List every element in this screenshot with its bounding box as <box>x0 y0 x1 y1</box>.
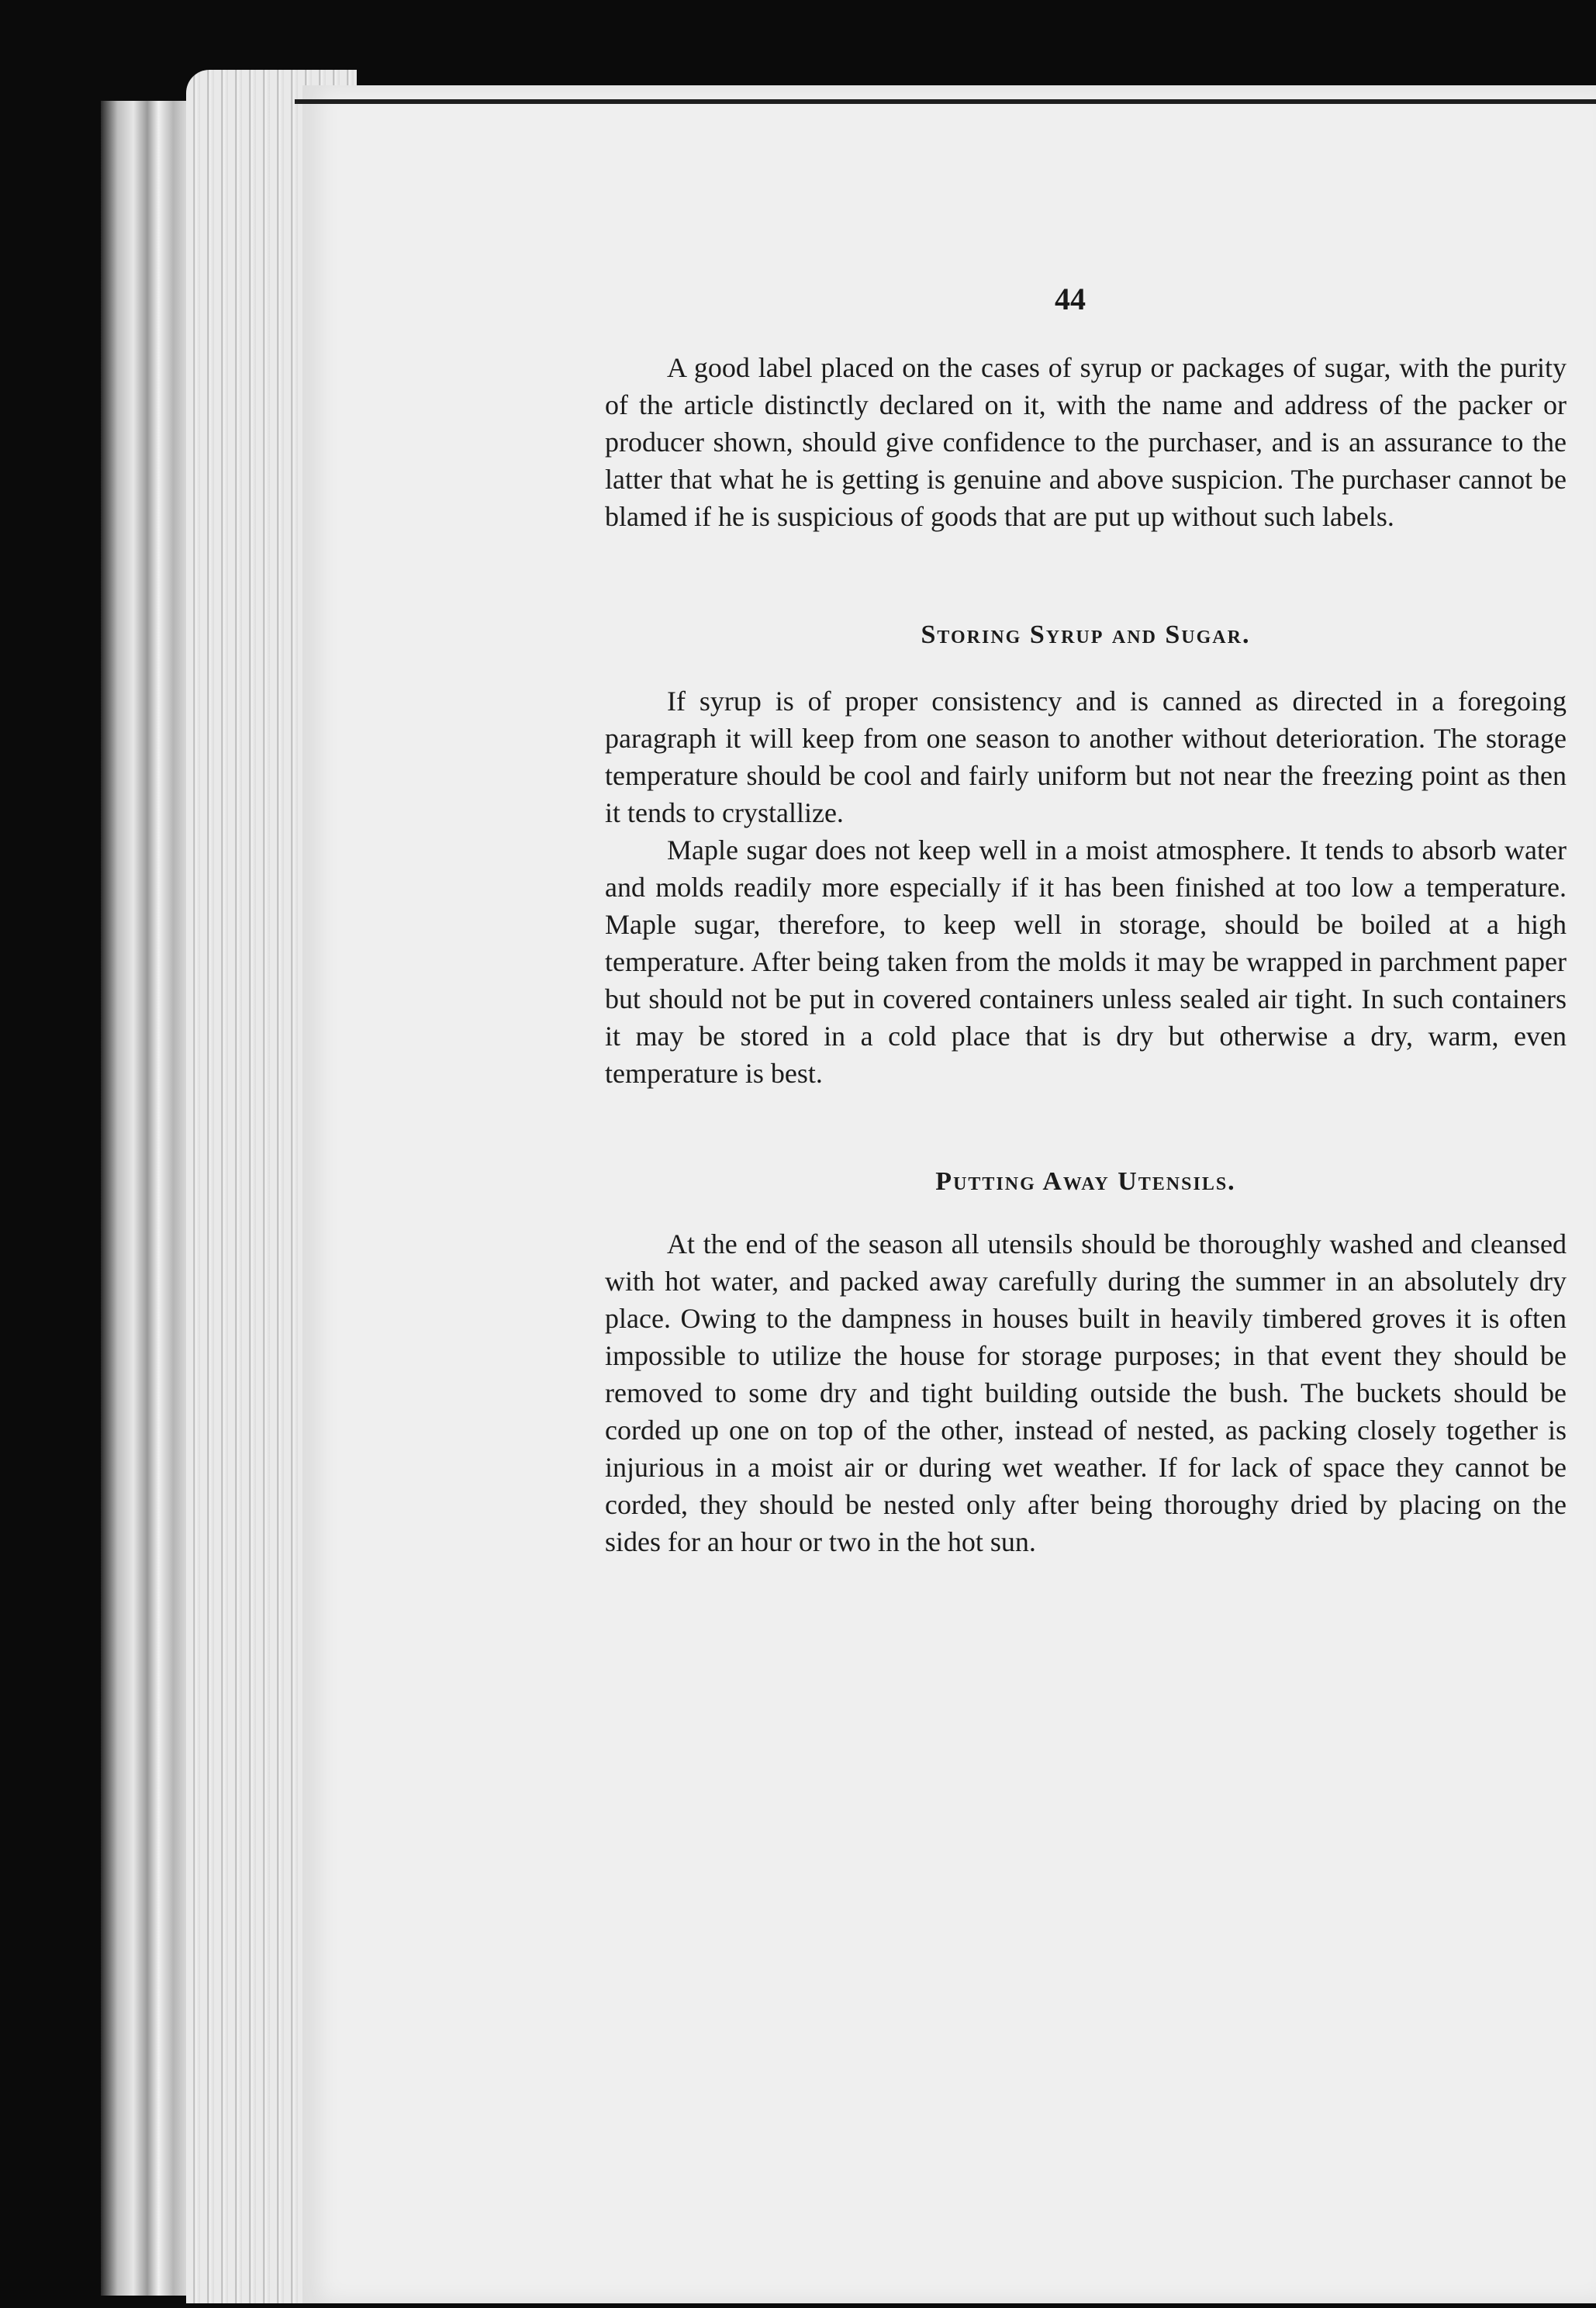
paragraph-text-utensils: At the end of the season all utensils should be thoroughly washed and cleansed with hot water, and packed away carefully during the summer in an absolutely dry place. Owing to the dampness in houses built in heavily timbered groves it is often impossible to utilize the house for storage purposes; in that event they should be removed to some dry and tight building outside the bush. The buckets should be corded up one on top of the other, instead of nested, as packing closely together is injurious in a moist air or during wet weather. If for lack of space they cannot be corded, they should be nested only after being thoroughy dried by placing on the sides for an hour or two in the hot sun. <box>605 1228 1567 1557</box>
page-top-shadow-line <box>295 99 1596 104</box>
section-heading-storing: Storing Syrup and Sugar. <box>921 620 1251 649</box>
paragraph-storing <box>605 682 1567 1092</box>
paragraph-text-syrup: If syrup is of proper consistency and is canned as directed in a foregoing paragraph it will keep from one season to another without deterioration. The storage temperature should be cool and fairly uniform but not near the freezing point as then it tends to crystallize. <box>605 686 1567 828</box>
paragraph-text-sugar: Maple sugar does not keep well in a moist atmosphere. It tends to absorb water and molds readily more especially if it has been finished at too low a temperature. Maple sugar, therefore, to keep well in storage, should be boiled at a high temperature. After being taken from the molds it may be wrapped in parchment paper but should not be put in covered containers unless sealed air tight. In such containers it may be stored in a cold place that is dry but otherwise a dry, warm, even temperature is best. <box>605 834 1567 1089</box>
section-heading-utensils: Putting Away Utensils. <box>935 1167 1236 1196</box>
page-number: 44 <box>1055 282 1086 316</box>
paragraph-utensils <box>605 1225 1567 1560</box>
paragraph-label-advice <box>605 349 1567 535</box>
paragraph-text: A good label placed on the cases of syrup or packages of sugar, with the purity of the article distinctly declared on it, with the name and address of the packer or producer shown, should give confidence to the purchaser, and is an assurance to the latter that what he is getting is genuine and above suspicion. The purchaser cannot be blamed if he is suspicious of goods that are put up without such labels. <box>605 352 1567 532</box>
book-page-edges-left <box>101 101 194 2296</box>
